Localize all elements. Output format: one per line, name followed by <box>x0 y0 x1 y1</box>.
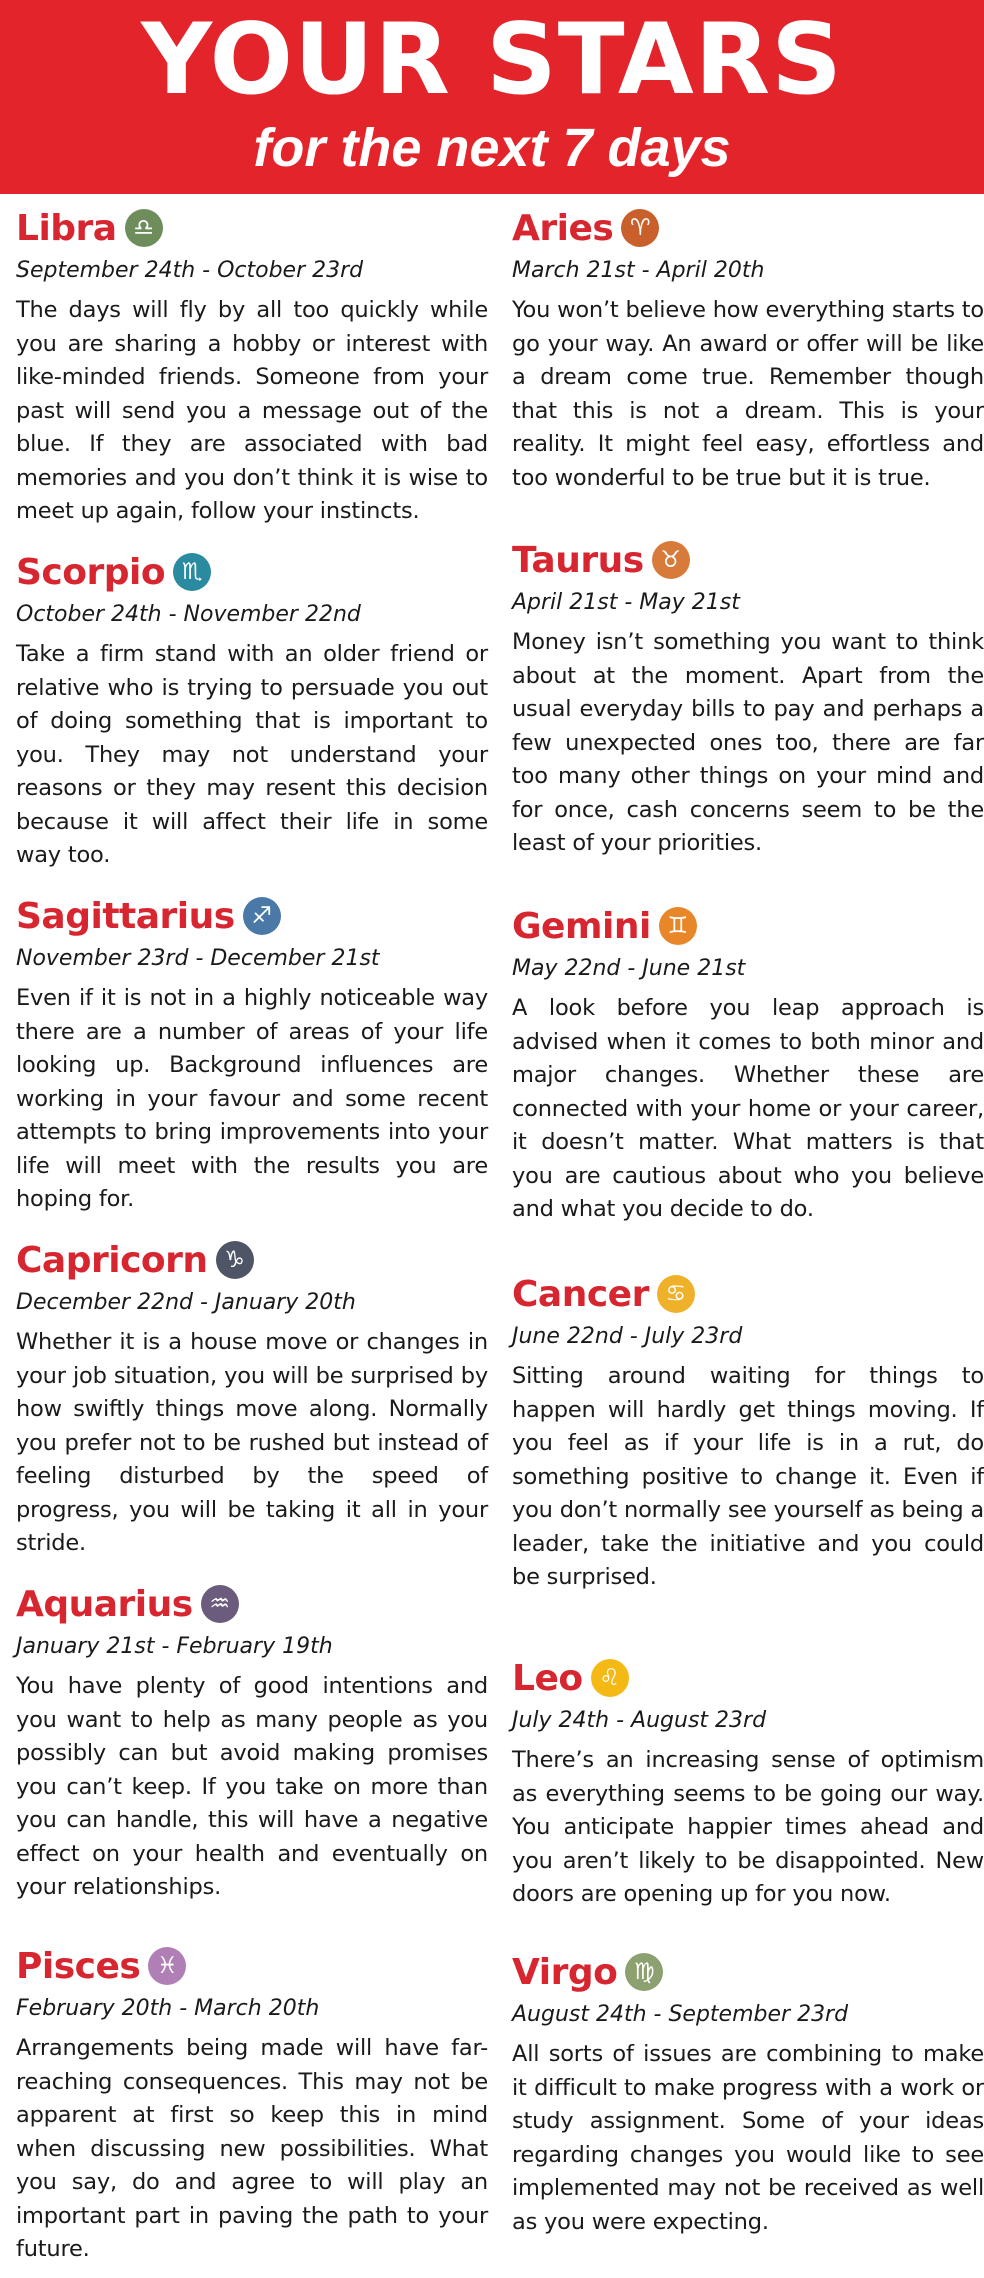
horoscope-columns <box>0 194 984 2278</box>
sign-description: Whether it is a house move or changes in your job situation, you will be surprised by how swiftly things move along. Normally you prefer not to be rushed but instead of feeling disturbed by the speed of progress, you will be taking it all in your stride. <box>16 1329 488 1556</box>
sign-name: Virgo <box>512 1951 618 1993</box>
sign-dates: August 24th - September 23rd <box>512 2002 849 2027</box>
virgo-icon: ♍ <box>625 1953 663 1991</box>
sign-heading <box>16 1234 488 1286</box>
sign-heading <box>512 1946 984 1998</box>
sign-heading <box>16 1578 488 1630</box>
leo-icon: ♌ <box>591 1659 629 1697</box>
sign-dates: June 22nd - July 23rd <box>512 1324 743 1349</box>
capricorn-icon: ♑ <box>216 1241 254 1279</box>
sign-cancer <box>512 1268 984 1595</box>
cancer-icon: ♋ <box>657 1275 695 1313</box>
sign-dates: March 21st - April 20th <box>512 258 765 283</box>
sign-description: The days will fly by all too quickly while you are sharing a hobby or interest with like-minded friends. Someone from your past will send you a message out of the blue. If they are associated with bad memories and you don’t think it is wise to meet up again, follow your instincts. <box>16 297 488 524</box>
sign-description: Even if it is not in a highly noticeable way there are a number of areas of your life looking up. Background influences are working in your favour and some recent attempts to bring improvements into your life will meet with the results you are hoping for. <box>16 985 488 1212</box>
sign-leo <box>512 1652 984 1912</box>
sign-taurus <box>512 534 984 861</box>
sign-dates: January 21st - February 19th <box>16 1634 333 1659</box>
sign-capricorn <box>16 1234 488 1561</box>
sign-description: You have plenty of good intentions and you want to help as many people as you possibly can but avoid making promises you can’t keep. If you take on more than you can handle, this will have a negative effect on your health and eventually on your relationships. <box>16 1673 488 1900</box>
pisces-icon: ♓ <box>148 1947 186 1985</box>
sign-dates: November 23rd - December 21st <box>16 946 380 971</box>
sign-description: You won’t believe how everything starts to go your way. An award or offer will be like a dream come true. Remember though that this is not a dream. This is your reality. It might feel easy, effortless and too wonderful to be true but it is true. <box>512 297 984 491</box>
sign-heading <box>16 546 488 598</box>
sign-aries <box>512 202 984 495</box>
page-title: YOUR STARS <box>141 3 843 117</box>
sign-heading <box>512 900 984 952</box>
sign-sagittarius <box>16 890 488 1217</box>
taurus-icon: ♉ <box>652 541 690 579</box>
sign-name: Sagittarius <box>16 895 235 937</box>
sign-heading <box>16 202 488 254</box>
sign-description: Take a firm stand with an older friend or relative who is trying to persuade you out of doing something that is important to you. They may not understand your reasons or they may resent this decision because it will affect their life in some way too. <box>16 641 488 868</box>
sign-aquarius <box>16 1578 488 1905</box>
sign-name: Scorpio <box>16 551 166 593</box>
sign-dates: December 22nd - January 20th <box>16 1290 356 1315</box>
sign-name: Aries <box>512 207 614 249</box>
sign-virgo <box>512 1946 984 2239</box>
sign-dates: October 24th - November 22nd <box>16 602 361 627</box>
sign-heading <box>512 202 984 254</box>
sign-name: Pisces <box>16 1945 141 1987</box>
sign-name: Capricorn <box>16 1239 208 1281</box>
sign-pisces <box>16 1940 488 2267</box>
sign-name: Taurus <box>512 539 644 581</box>
sign-dates: May 22nd - June 21st <box>512 956 746 981</box>
sign-scorpio <box>16 546 488 873</box>
sign-description: All sorts of issues are combining to make it difficult to make progress with a work or study assignment. Some of your ideas regarding changes you would like to see implemented may not be received as well as you were expecting. <box>512 2041 984 2235</box>
aquarius-icon: ♒ <box>201 1585 239 1623</box>
sign-dates: February 20th - March 20th <box>16 1996 320 2021</box>
sign-name: Leo <box>512 1657 583 1699</box>
sign-heading <box>512 1268 984 1320</box>
sign-heading <box>512 1652 984 1704</box>
page-subtitle: for the next 7 days <box>253 118 731 178</box>
sign-name: Gemini <box>512 905 651 947</box>
page-header <box>0 0 984 194</box>
gemini-icon: ♊ <box>659 907 697 945</box>
sign-heading <box>16 890 488 942</box>
sign-description: Money isn’t something you want to think about at the moment. Apart from the usual everyday bills to pay and perhaps a few unexpected ones too, there are far too many other things on your mind and for once, cash concerns seem to be the least of your priorities. <box>512 629 984 856</box>
sign-description: Sitting around waiting for things to happen will hardly get things moving. If you feel as if your life is in a rut, do something positive to change it. Even if you don’t normally see yourself as being a leader, take the initiative and you could be surprised. <box>512 1363 984 1590</box>
sign-description: There’s an increasing sense of optimism as everything seems to be going our way. You anticipate happier times ahead and you aren’t likely to be disappointed. New doors are opening up for you now. <box>512 1747 984 1907</box>
sign-description: A look before you leap approach is advised when it comes to both minor and major changes. Whether these are connected with your home or your career, it doesn’t matter. What matters is that you are cautious about who you believe and what you decide to do. <box>512 995 984 1222</box>
sign-dates: April 21st - May 21st <box>512 590 740 615</box>
sign-name: Cancer <box>512 1273 649 1315</box>
sign-name: Libra <box>16 207 117 249</box>
sign-dates: September 24th - October 23rd <box>16 258 364 283</box>
sign-gemini <box>512 900 984 1227</box>
sign-libra <box>16 202 488 529</box>
aries-icon: ♈ <box>621 209 659 247</box>
sign-description: Arrangements being made will have far-reaching consequences. This may not be apparent at first so keep this in mind when discussing new possibilities. What you say, do and agree to will play an important part in paving the path to your future. <box>16 2035 488 2262</box>
sign-name: Aquarius <box>16 1583 193 1625</box>
sign-heading <box>512 534 984 586</box>
libra-icon: ♎ <box>125 209 163 247</box>
sign-dates: July 24th - August 23rd <box>512 1708 767 1733</box>
sagittarius-icon: ♐ <box>243 897 281 935</box>
sign-heading <box>16 1940 488 1992</box>
scorpio-icon: ♏ <box>173 553 211 591</box>
